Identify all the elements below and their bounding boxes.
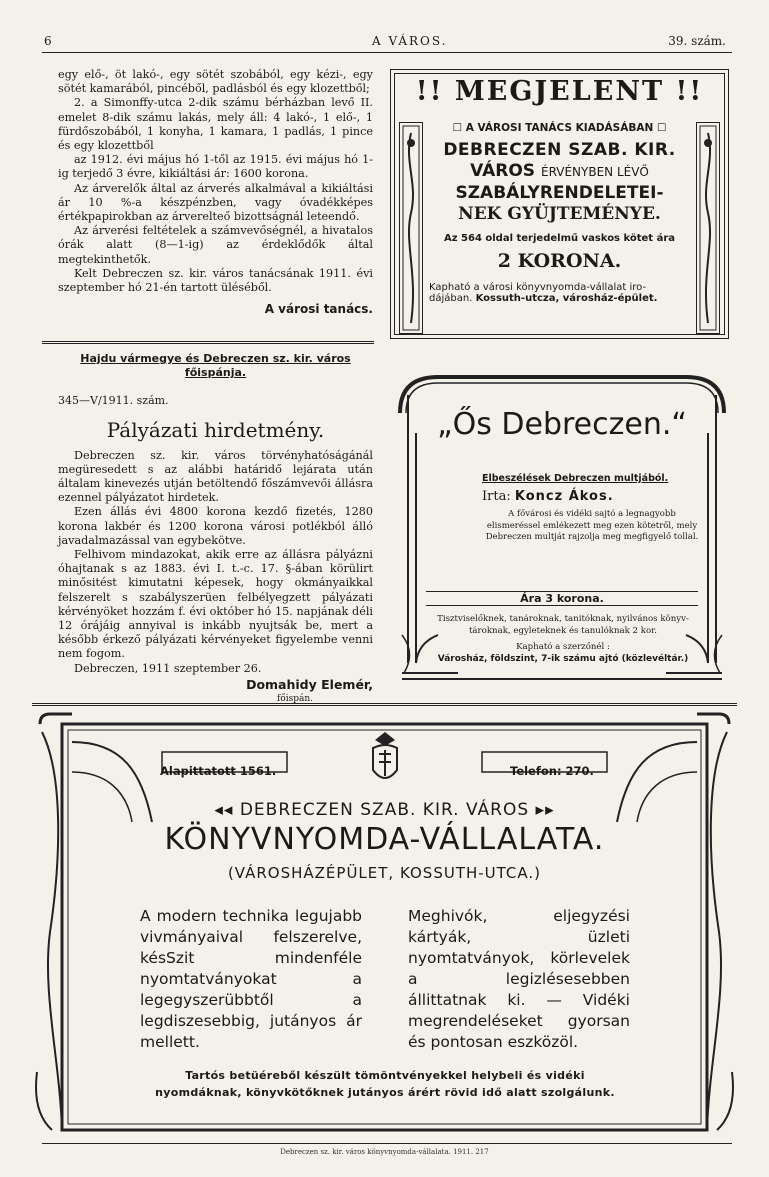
page-number: 6 bbox=[44, 34, 52, 48]
paragraph: Debreczen, 1911 szeptember 26. bbox=[74, 661, 262, 675]
paragraph: Felhivom mindazokat, akik erre az állásra pályázni óhajtanak s az 1883. évi I. t.-c. 17. §-ában körülirt minősitést kimutatni képesek, hogy okmányaikkal felszerelt s szabályszerüen felbélyegzett pályázati kérvényöket hozzám f. évi október hó 15. napjának déli 12 órájáig annyival is inkább nyujtsák be, mert a később érkező pályázati kérvényeket figyelembe venni nem fogom. bbox=[58, 548, 373, 661]
press-footer: Tartós betüéreből készült tömöntvényekkel helybeli és vidéki nyomdáknak, könyvkötőknek jutányos árért rövid idő alatt szolgálunk. bbox=[155, 1069, 615, 1099]
where-line-2: Városház, földszint, 7-ik számu ajtó (közlevéltár.) bbox=[437, 654, 689, 664]
divider bbox=[42, 1143, 732, 1144]
divider bbox=[32, 703, 737, 706]
discount-line-2: tároknak, egyleteknek és tanulóknak 2 kor. bbox=[468, 626, 658, 636]
price: 2 KORONA. bbox=[497, 250, 622, 272]
book-title-2a: VÁROS bbox=[470, 161, 536, 181]
author: Koncz Ákos. bbox=[514, 489, 614, 504]
where-line-2b: Kossuth-utcza, városház-épület. bbox=[475, 293, 658, 304]
notice-heading: Hajdu vármegye és Debreczen sz. kir. város főispánja. bbox=[80, 352, 351, 380]
paragraph: Az árverési feltételek a számvevőségnél, a hivatalos órák alatt (8—1-ig) az érdeklődők által megtekinthetők. bbox=[58, 224, 373, 266]
book-title-3: SZABÁLYRENDELETEI- bbox=[455, 183, 664, 203]
where-line-1: Kapható a szerzőnél : bbox=[516, 642, 610, 652]
ad-megjelent: !! MEGJELENT !! ☐ A VÁROSI TANÁCS KIADÁSÁBAN ☐ DEBRECZEN SZAB. KIR. VÁROS ÉRVÉNYBEN LÉVŐ SZABÁLYRENDELETEI- NEK GYÜJTEMÉNYE. Az 564 oldal terjedelmű vaskos kötet ára 2 KORONA. Kapható a városi könyvnyomda-vállalat iro- dájában. Kossuth-utcza, városház-épület. bbox=[390, 69, 729, 339]
paragraph: 2. a Simonffy-utca 2-dik számu bérházban levő II. emelet 8-dik számu lakás, mely áll: 4 lakó-, 1 elő-, 1 fürdőszobából, 1 konyha, 1 kamara, 1 padlás, 1 pince és egy klozettből bbox=[58, 96, 373, 153]
ad-os-debreczen bbox=[398, 373, 726, 683]
divider bbox=[42, 341, 374, 344]
signer: Domahidy Elemér, bbox=[246, 676, 373, 692]
signer-title: főispán. bbox=[276, 694, 313, 705]
book-title-1: DEBRECZEN SZAB. KIR. bbox=[443, 140, 676, 160]
competition-notice bbox=[58, 352, 373, 706]
ad-title: „Ős Debreczen.“ bbox=[437, 407, 687, 442]
auction-notice bbox=[58, 68, 373, 316]
ad-price: Ára 3 korona. bbox=[426, 591, 698, 606]
ad-subtitle: Elbeszélések Debreczen multjából. bbox=[482, 473, 669, 484]
notice-title: Pályázati hirdetmény. bbox=[106, 417, 325, 442]
publisher-line: A VÁROSI TANÁCS KIADÁSÁBAN bbox=[465, 122, 654, 134]
journal-title: A VÁROS. bbox=[372, 34, 448, 48]
paragraph: Kelt Debreczen sz. kir. város tanácsának 1911. évi szeptember hó 21-én tartott üléséből. bbox=[58, 266, 373, 295]
phone: Telefon: 270. bbox=[510, 764, 594, 778]
founded: Alapittatott 1561. bbox=[160, 764, 277, 778]
arrow-right-icon: ▸▸ bbox=[535, 800, 555, 820]
author-label: Irta: bbox=[482, 489, 511, 504]
press-left-text: A modern technika legujabb vivmányaival felszerelve, késSzit mindenféle nyomtatványokat a legegyszerübbtől a legdiszesebbig, jutányos ár mellett. bbox=[140, 907, 362, 1051]
imprint: Debreczen sz. kir. város könyvnyomda-vállalata. 1911. 217 bbox=[280, 1148, 489, 1156]
ad-description: A fővárosi és vidéki sajtó a legnagyobb elismeréssel emlékezett meg ezen kötetről, mely Debreczen multját rajzolja meg megfigyelő tollal. bbox=[485, 509, 699, 542]
press-line-1: DEBRECZEN SZAB. KIR. VÁROS bbox=[239, 800, 530, 820]
paragraph: Ezen állás évi 4800 korona kezdő fizetés, 1280 korona lakbér és 1200 korona városi potlékból álló javadalmazással van egybekötve. bbox=[58, 505, 373, 547]
ad-title: !! MEGJELENT !! bbox=[415, 76, 704, 107]
press-address: (VÁROSHÁZÉPÜLET, KOSSUTH-UTCA.) bbox=[227, 864, 542, 882]
price-text: Az 564 oldal terjedelmű vaskos kötet ára bbox=[443, 233, 675, 244]
where-line-2a: dájában. bbox=[429, 293, 473, 304]
book-title-4: NEK GYÜJTEMÉNYE. bbox=[458, 204, 661, 224]
ornament-left bbox=[399, 122, 423, 334]
notice-ref: 345—V/1911. szám. bbox=[58, 394, 169, 408]
signature: A városi tanács. bbox=[264, 302, 373, 317]
discount-line-1: Tisztviselőknek, tanároknak, tanitóknak, nyilvános könyv- bbox=[437, 614, 689, 624]
press-right-text: Meghivók, eljegyzési kártyák, üzleti nyomtatványok, körlevelek a legizlésesebben állittatnak ki. — Vidéki megrendeléseket gyorsan és pontosan eszközöl. bbox=[408, 907, 630, 1051]
where-line-1: Kapható a városi könyvnyomda-vállalat iro- bbox=[429, 282, 647, 293]
paragraph: Az árverelők által az árverés alkalmával a kikiáltási ár 10 %-a készpénzben, vagy óvadékképes értékpapirokban az árverelteő bizottságnál leteendő. bbox=[58, 181, 373, 224]
issue-number: 39. szám. bbox=[668, 34, 726, 48]
ad-printing-house bbox=[32, 712, 737, 1138]
ornament-right bbox=[696, 122, 720, 334]
arrow-left-icon: ◂◂ bbox=[214, 800, 234, 820]
paragraph: az 1912. évi május hó 1-től az 1915. évi május hó 1-ig terjedő 3 évre, kikiáltási ár: 1600 korona. bbox=[58, 153, 373, 181]
page-header bbox=[42, 34, 732, 53]
book-title-2b: ÉRVÉNYBEN LÉVŐ bbox=[540, 165, 649, 179]
paragraph: Debreczen sz. kir. város törvényhatóságánál megüresedett s az alábbi határidő lejárata után általam kinevezés utján betöltendő főszámvevői állásra ezennel pályázatot hirdetek. bbox=[58, 448, 373, 505]
paragraph: egy elő-, öt lakó-, egy sötét szobából, egy kézi-, egy sötét kamarából, pincéből, padlásból és egy klozettből; bbox=[58, 68, 373, 96]
coat-of-arms-icon bbox=[367, 730, 403, 790]
press-title: KÖNYVNYOMDA-VÁLLALATA. bbox=[164, 822, 605, 857]
